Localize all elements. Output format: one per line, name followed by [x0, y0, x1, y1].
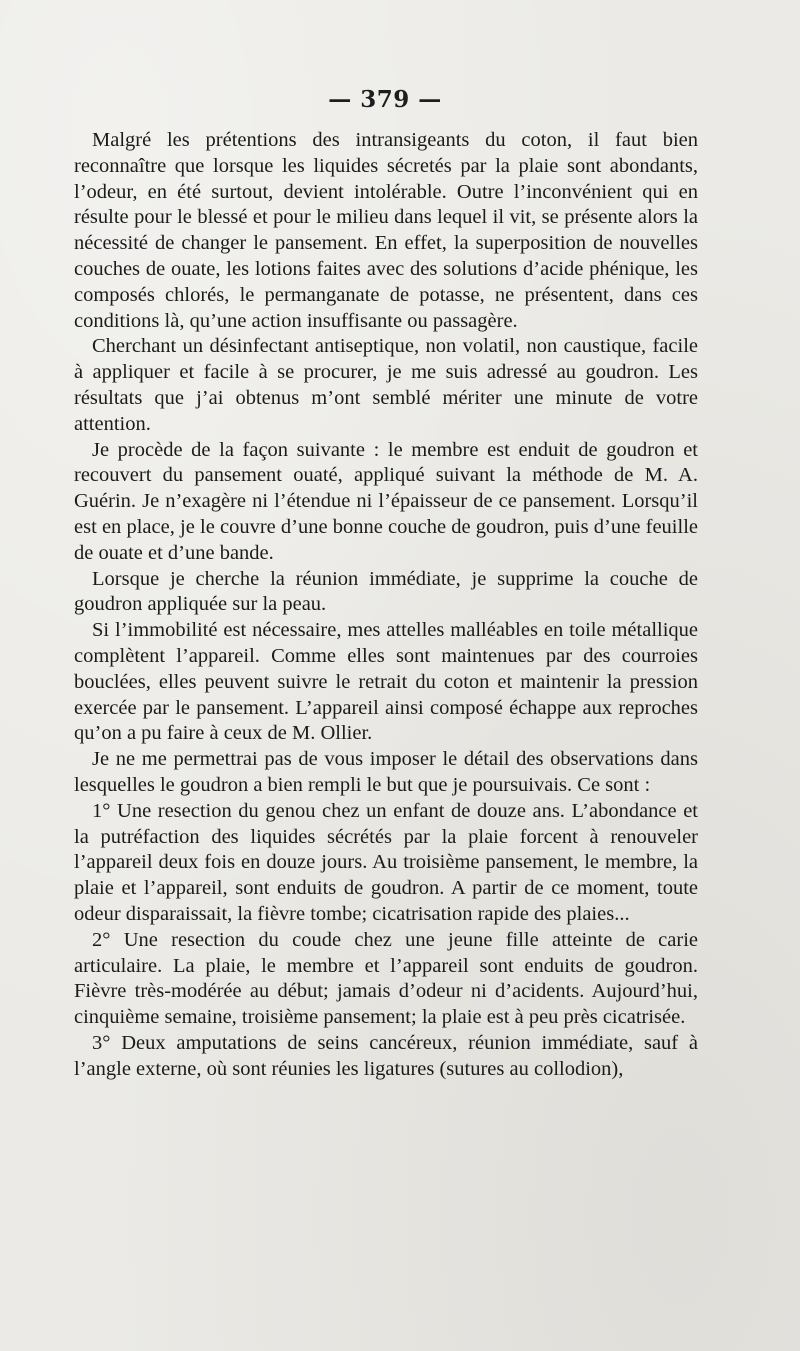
paragraph-odeur: Malgré les prétentions des intransigeants du coton, il faut bien reconnaître que lorsque les liquides sécretés par la plaie sont abondants, l’odeur, en été surtout, devient intolérable. Outre l’inconvénient qui en résulte pour le blessé et pour le milieu dans lequel il vit, se présente alors la nécessité de changer le pansement. En effet, la superposition de nouvelles couches de ouate, les lotions faites avec des solutions d’acide phénique, les composés chlorés, le permanganate de potasse, ne présentent, dans ces conditions là, qu’une action insuffisante ou passagère. — [74, 129, 698, 332]
paragraph-observations: Je ne me permettrai pas de vous imposer le détail des observations dans lesquelles le goudron a bien rempli le but que je poursuivais. Ce sont : — [74, 748, 698, 796]
paragraph-immobilite: Si l’immobilité est nécessaire, mes attelles malléables en toile métallique complètent l’appareil. Comme elles sont maintenues par des courroies bouclées, elles peuvent suivre le retrait du coton et maintenir la pression exercée par le pansement. L’appareil ainsi composé échappe aux reproches qu’on a pu faire à ceux de M. Ollier. — [74, 619, 698, 745]
paragraph-case-2: 2° Une resection du coude chez une jeune fille atteinte de carie articulaire. La plaie, le membre et l’appareil sont enduits de goudron. Fièvre très-modérée au début; jamais d’odeur ni d’acidents. Aujourd’hui, cinquième semaine, troisième pansement; la plaie est à peu près cicatrisée. — [74, 928, 698, 1029]
paragraph-desinfectant: Cherchant un désinfectant antiseptique, non volatil, non caustique, facile à appliquer et facile à se procurer, je me suis adressé au goudron. Les résultats que j’ai obtenus m’ont semblé mériter une minute de votre attention. — [74, 335, 698, 435]
paragraph-reunion: Lorsque je cherche la réunion immédiate, je supprime la couche de goudron appliquée sur la peau. — [74, 567, 698, 616]
paragraph-procede: Je procède de la façon suivante : le membre est enduit de goudron et recouvert du pansement ouaté, appliqué suivant la méthode de M. A. Guérin. Je n’exagère ni l’étendue ni l’épaisseur de ce pansement. Lorsqu’il est en place, je le couvre d’une bonne couche de goudron, puis d’une feuille de ouate et d’une bande. — [74, 438, 698, 564]
body-text — [74, 128, 698, 1082]
page-number: — 379 — — [328, 86, 442, 113]
paragraph-case-1: 1° Une resection du genou chez un enfant de douze ans. L’abondance et la putréfaction des liquides sécrétés par la plaie forcent à renouveler l’appareil deux fois en douze jours. Au troisième pansement, le membre, la plaie et l’appareil, sont enduits de goudron. A partir de ce moment, toute odeur disparaissait, la fièvre tombe; cicatrisation rapide des plaies... — [74, 799, 698, 925]
paragraph-case-3: 3° Deux amputations de seins cancéreux, réunion immédiate, sauf à l’angle externe, où sont réunies les ligatures (sutures au collodion), — [74, 1031, 698, 1080]
